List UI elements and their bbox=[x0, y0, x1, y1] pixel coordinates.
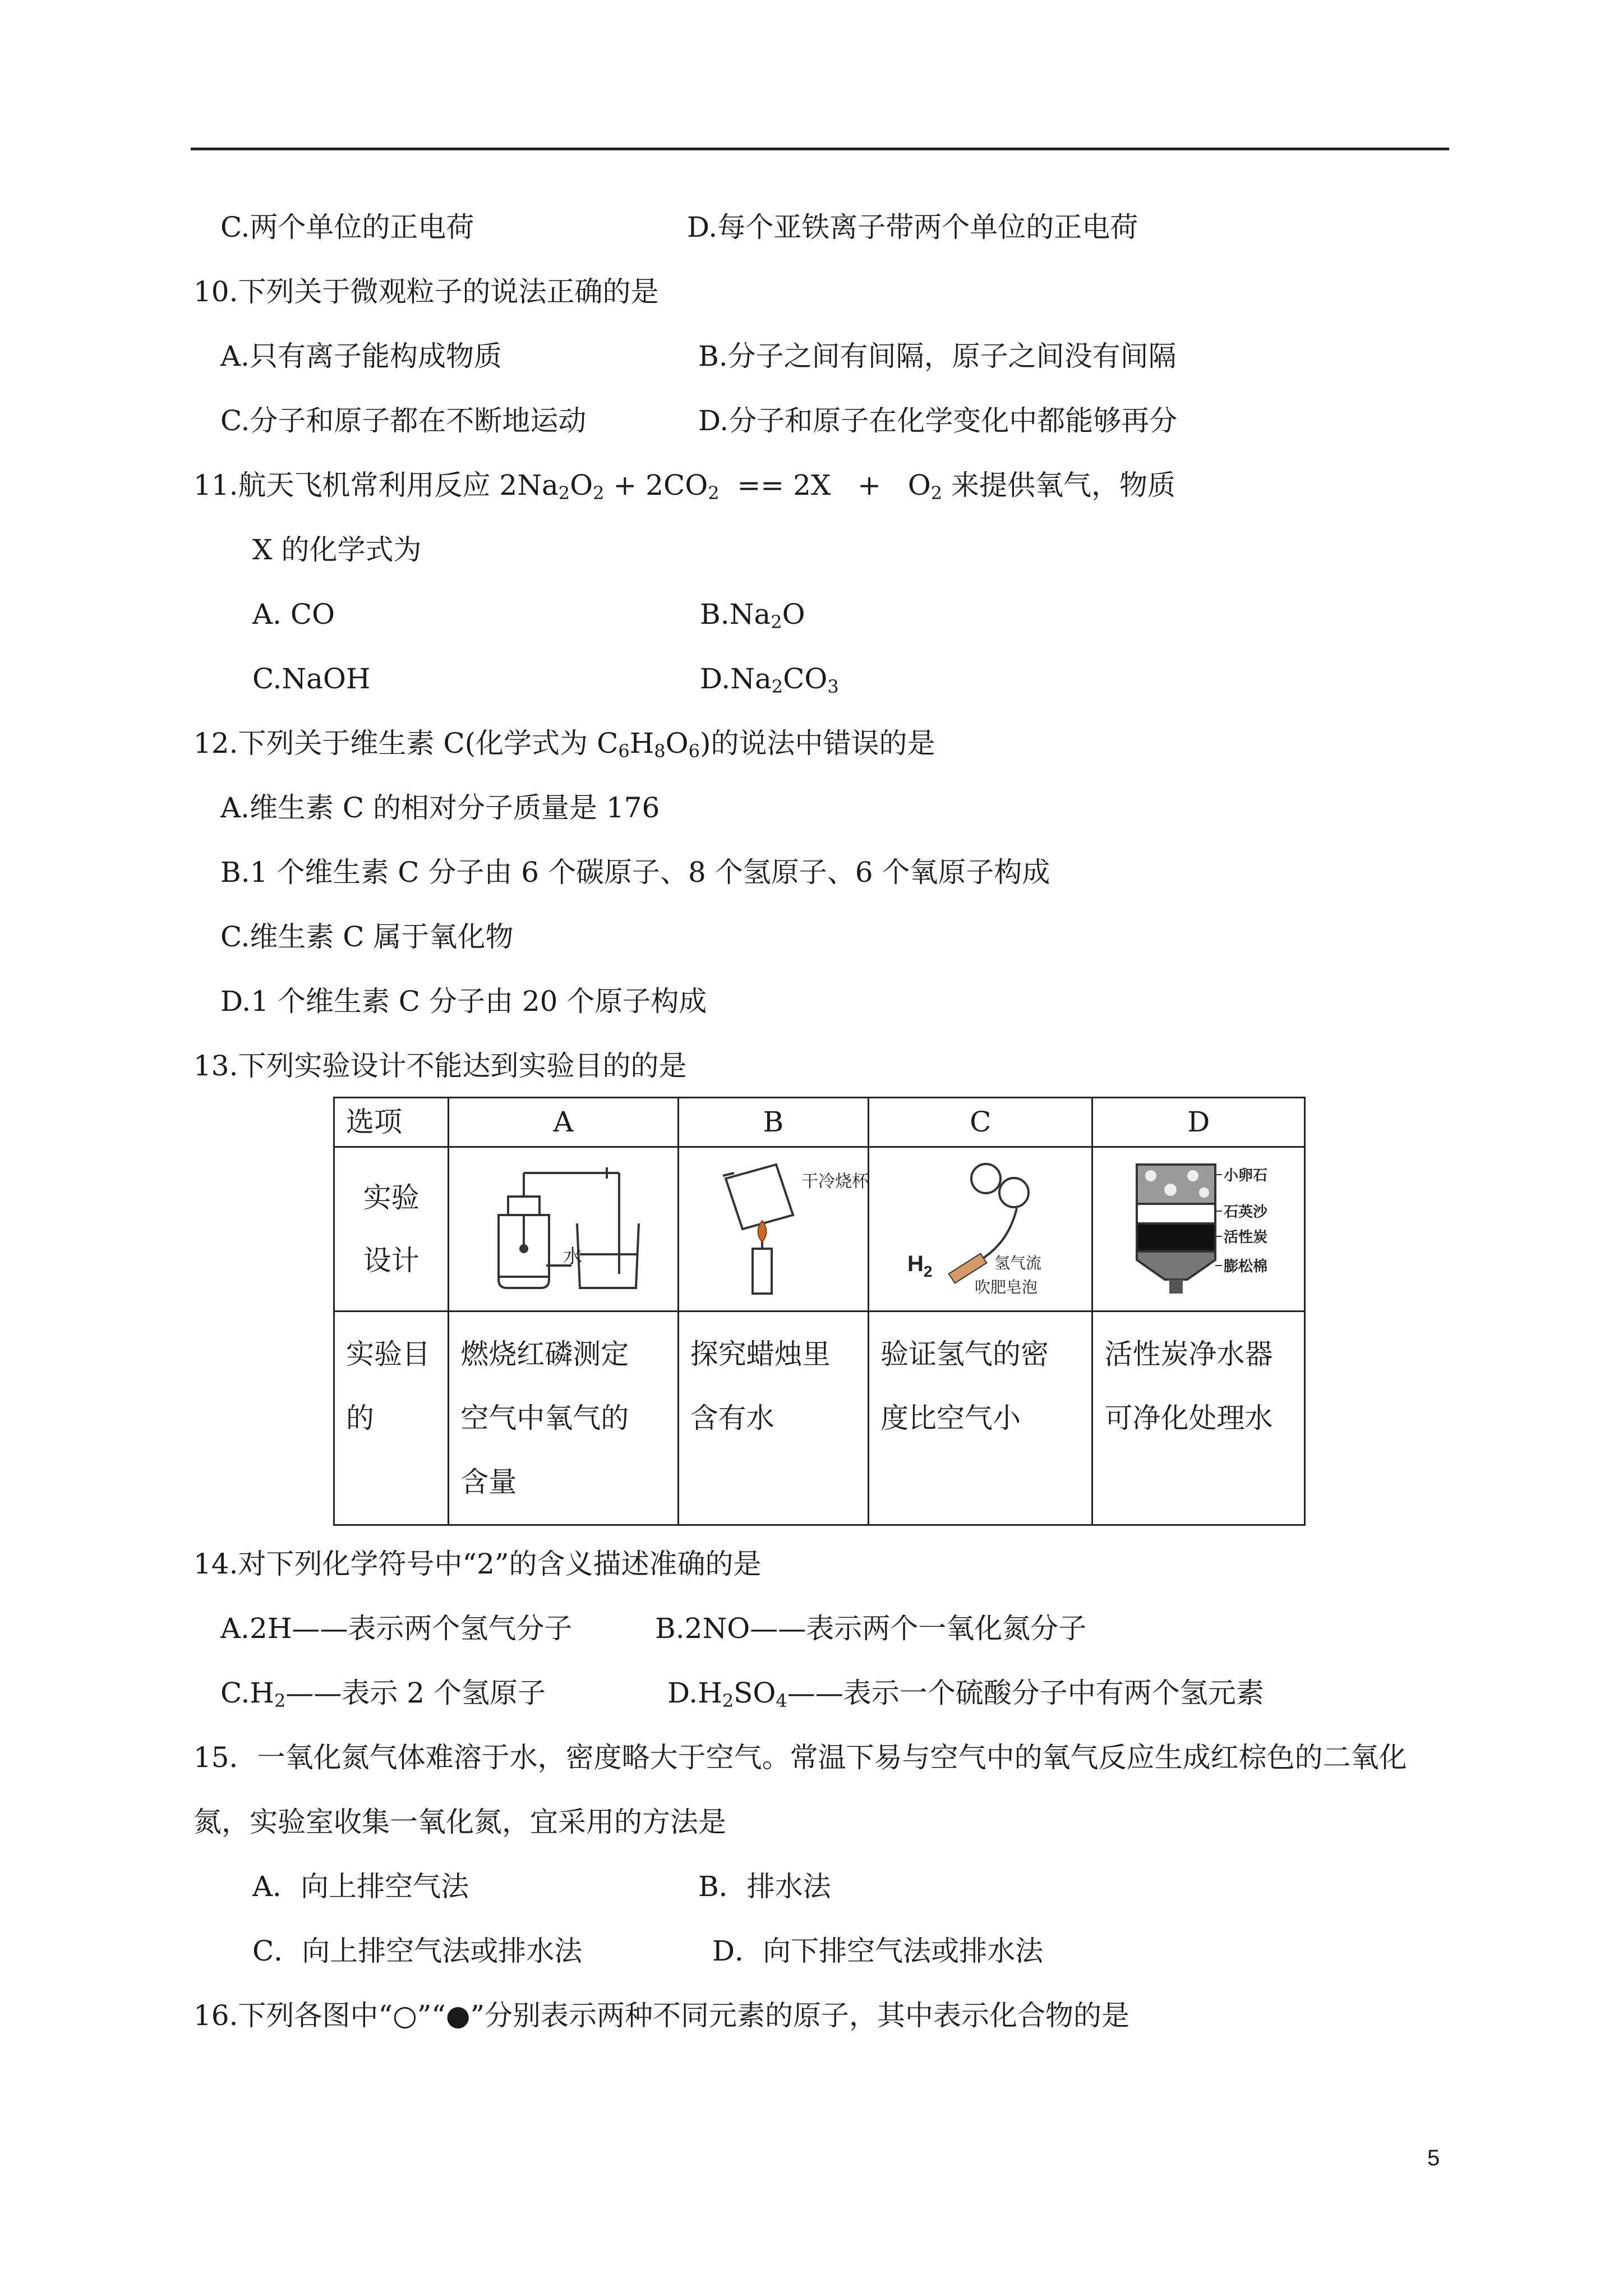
purpose-b: 探究蜡烛里 含有水 bbox=[678, 1312, 868, 1525]
candle-cold-beaker-diagram bbox=[709, 1159, 869, 1299]
q15-option-a: A．向上排空气法 bbox=[252, 1870, 469, 1903]
page-number: 5 bbox=[1427, 2146, 1440, 2170]
q10-option-d: D.分子和原子在化学变化中都能够再分 bbox=[698, 404, 1178, 437]
q14-stem: 14.对下列化学符号中“2”的含义描述准确的是 bbox=[193, 1548, 762, 1580]
q15-option-c: C．向上排空气法或排水法 bbox=[252, 1935, 583, 1967]
purpose-label: 实验目 的 bbox=[334, 1312, 449, 1525]
q11-option-d: $D.Na_2CO_3$ bbox=[700, 662, 839, 697]
filter-layer-carbon-label: 活性炭 bbox=[1224, 1228, 1268, 1245]
q12-option-d: D.1 个维生素 C 分子由 20 个原子构成 bbox=[220, 985, 707, 1018]
diagram-c-cell bbox=[869, 1147, 1092, 1312]
header-cell-d: D bbox=[1092, 1098, 1305, 1147]
purpose-a: 燃烧红磷测定 空气中氧气的 含量 bbox=[449, 1312, 678, 1525]
q15-stem-line2: 氮，实验室收集一氧化氮，宜采用的方法是 bbox=[193, 1806, 726, 1838]
q10-option-c: C.分子和原子都在不断地运动 bbox=[220, 404, 587, 437]
experiment-table bbox=[333, 1097, 1306, 1526]
diagram-a-cell bbox=[449, 1147, 678, 1312]
activated-carbon-filter-diagram bbox=[1120, 1159, 1277, 1299]
diagram-b-cell bbox=[678, 1147, 868, 1312]
diagram-b-cold-beaker-label: 干冷烧杯 bbox=[801, 1172, 869, 1191]
diagram-c-hydrogen-flow-label: 氢气流 bbox=[994, 1254, 1042, 1272]
design-label: 实验 设计 bbox=[334, 1147, 449, 1312]
q12-option-b: B.1 个维生素 C 分子由 6 个碳原子、8 个氢原子、6 个氧原子构成 bbox=[220, 856, 1050, 889]
header-cell-b: B bbox=[678, 1098, 868, 1147]
q10-option-b: B.分子之间有间隔，原子之间没有间隔 bbox=[698, 340, 1177, 372]
filter-layer-pebble-label: 小卵石 bbox=[1224, 1167, 1268, 1184]
q15-stem-line1: 15．一氧化氮气体难溶于水，密度略大于空气。常温下易与空气中的氧气反应生成红棕色的二氧化 bbox=[193, 1741, 1407, 1774]
header-cell-a: A bbox=[449, 1098, 678, 1147]
q10-stem: 10.下列关于微观粒子的说法正确的是 bbox=[193, 275, 659, 308]
table-purpose-row bbox=[334, 1312, 1305, 1525]
q9-option-d: D.每个亚铁离子带两个单位的正电荷 bbox=[687, 211, 1138, 243]
filter-layer-quartz-label: 石英沙 bbox=[1224, 1203, 1268, 1220]
q9-option-c: C.两个单位的正电荷 bbox=[220, 211, 474, 243]
table-header-row bbox=[334, 1098, 1305, 1147]
q11-stem: 11.航天飞机常利用反应 $2Na_2O_2 + 2CO_2 == 2X + O_2$ 来提供氧气，物质 bbox=[193, 469, 1175, 504]
header-cell-c: C bbox=[869, 1098, 1092, 1147]
q15-option-b: B．排水法 bbox=[698, 1870, 831, 1903]
q13-stem: 13.下列实验设计不能达到实验目的的是 bbox=[193, 1050, 687, 1082]
q15-option-d: D．向下排空气法或排水法 bbox=[712, 1935, 1044, 1967]
q11-option-c: C.NaOH bbox=[252, 662, 371, 695]
table-design-row bbox=[334, 1147, 1305, 1312]
q10-option-a: A.只有离子能构成物质 bbox=[220, 340, 502, 372]
header-cell-option: 选项 bbox=[334, 1098, 449, 1147]
q14-option-a: A.2H——表示两个氢气分子 bbox=[220, 1612, 573, 1645]
q12-stem: 12.下列关于维生素 C(化学式为 $C_6H_8O_6$)的说法中错误的是 bbox=[193, 727, 935, 762]
diagram-c-h2-label: $H_2$ bbox=[907, 1251, 933, 1280]
q12-option-a: A.维生素 C 的相对分子质量是 176 bbox=[220, 792, 660, 824]
q14-option-d: $D.H_2SO_4——$表示一个硫酸分子中有两个氢元素 bbox=[667, 1677, 1264, 1711]
q14-option-b: B.2NO——表示两个一氧化氮分子 bbox=[655, 1612, 1087, 1645]
diagram-d-cell bbox=[1092, 1147, 1305, 1312]
q16-stem: 16.下列各图中“○”“●”分别表示两种不同元素的原子，其中表示化合物的是 bbox=[193, 1999, 1130, 2032]
q11-stem-line2: X 的化学式为 bbox=[252, 533, 422, 566]
diagram-c-soap-bubble-label: 吹肥皂泡 bbox=[975, 1278, 1038, 1296]
header-rule bbox=[191, 148, 1449, 150]
purpose-c: 验证氢气的密 度比空气小 bbox=[869, 1312, 1092, 1525]
red-phosphorus-apparatus-diagram bbox=[479, 1162, 647, 1296]
q11-option-a: A. CO bbox=[252, 598, 335, 631]
hydrogen-bubble-diagram bbox=[896, 1159, 1064, 1299]
purpose-d: 活性炭净水器 可净化处理水 bbox=[1092, 1312, 1305, 1525]
diagram-a-water-label: 水 bbox=[563, 1246, 583, 1267]
q12-option-c: C.维生素 C 属于氧化物 bbox=[220, 921, 514, 953]
filter-layer-cotton-label: 膨松棉 bbox=[1224, 1258, 1268, 1274]
q11-option-b: $B.Na_2O$ bbox=[700, 598, 805, 633]
q14-option-c: $C.H_2——$表示 2 个氢原子 bbox=[220, 1677, 546, 1711]
